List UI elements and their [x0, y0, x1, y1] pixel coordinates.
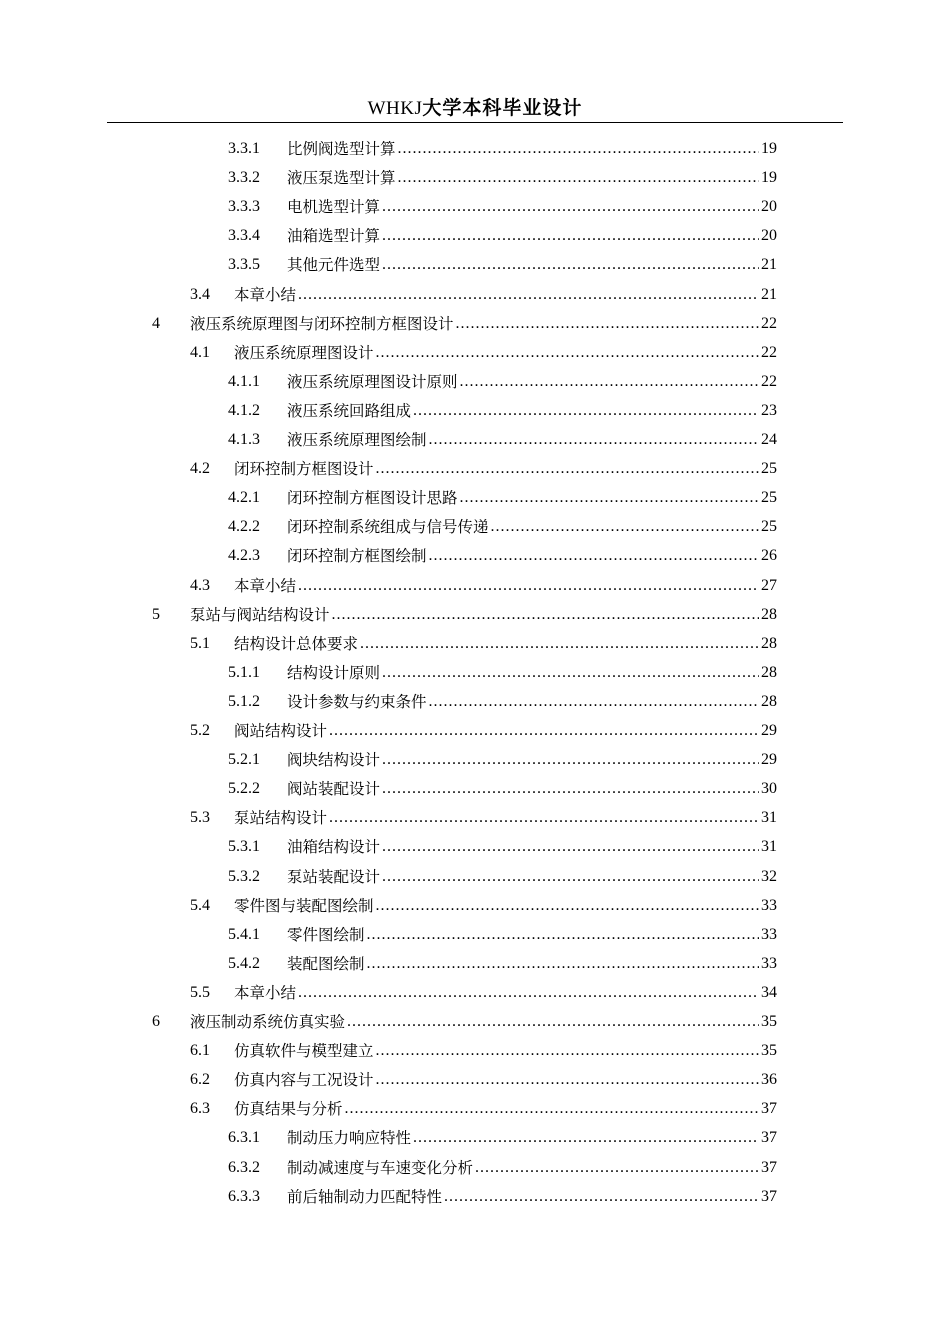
toc-entry-title: 制动压力响应特性: [287, 1129, 412, 1148]
header-title: 大学本科毕业设计: [422, 97, 583, 119]
toc-entry[interactable]: [152, 306, 777, 335]
toc-entry-page: 28: [761, 692, 777, 710]
toc-leader-dots: [456, 313, 759, 335]
toc-entry-title: 设计参数与约束条件: [287, 692, 427, 711]
toc-entry-page: 20: [761, 227, 777, 245]
toc-entry-title: 本章小结: [234, 285, 297, 304]
toc-entry-title: 阀站装配设计: [287, 780, 381, 799]
toc-entry-number: 3.4: [190, 285, 210, 303]
toc-leader-dots: [413, 1127, 759, 1149]
toc-entry[interactable]: [190, 1062, 777, 1091]
toc-entry[interactable]: [190, 277, 777, 306]
toc-entry[interactable]: [190, 888, 777, 917]
toc-leader-dots: [475, 1157, 759, 1179]
toc-entry-title: 液压系统原理图设计原则: [287, 372, 458, 391]
toc-entry-number: 4: [152, 314, 160, 332]
toc-entry-number: 3.3.4: [228, 227, 260, 245]
toc-entry[interactable]: [228, 1179, 777, 1208]
toc-entry-title: 闭环控制系统组成与信号传递: [287, 518, 489, 537]
toc-entry-title: 油箱结构设计: [287, 838, 381, 857]
toc-leader-dots: [376, 458, 759, 480]
toc-entry-page: 37: [761, 1129, 777, 1147]
toc-entry-page: 21: [761, 256, 777, 274]
toc-leader-dots: [367, 924, 759, 946]
toc-entry-number: 5.1.2: [228, 692, 260, 710]
toc-leader-dots: [382, 254, 759, 276]
toc-entry-number: 6.3.1: [228, 1129, 260, 1147]
toc-entry-number: 5.3.2: [228, 867, 260, 885]
toc-entry-title: 仿真内容与工况设计: [234, 1071, 374, 1090]
toc-entry-page: 29: [761, 751, 777, 769]
header-rule: [107, 122, 843, 123]
toc-entry-number: 4.2.1: [228, 489, 260, 507]
toc-entry[interactable]: [190, 800, 777, 829]
toc-entry-page: 36: [761, 1071, 777, 1089]
toc-entry-number: 6.3.2: [228, 1158, 260, 1176]
toc-leader-dots: [429, 545, 759, 567]
toc-entry-title: 前后轴制动力匹配特性: [287, 1187, 443, 1206]
toc-entry-page: 32: [761, 867, 777, 885]
toc-entry-page: 25: [761, 518, 777, 536]
toc-entry-number: 4.1.3: [228, 431, 260, 448]
toc-leader-dots: [398, 167, 759, 189]
toc-entry-title: 闭环控制方框图设计: [234, 460, 374, 479]
toc-entry-page: 19: [761, 140, 777, 157]
toc-leader-dots: [298, 982, 759, 1004]
toc-entry[interactable]: [228, 1150, 777, 1179]
toc-entry-number: 5.3: [190, 809, 210, 827]
toc-leader-dots: [298, 284, 759, 306]
toc-entry-title: 泵站结构设计: [234, 809, 328, 828]
toc-leader-dots: [429, 691, 759, 713]
toc-entry-title: 仿真结果与分析: [234, 1100, 343, 1119]
toc-entry[interactable]: [190, 975, 777, 1004]
toc-leader-dots: [329, 807, 759, 829]
toc-leader-dots: [429, 429, 759, 451]
toc-leader-dots: [376, 895, 759, 917]
toc-entry[interactable]: [228, 131, 777, 160]
toc-entry[interactable]: [228, 655, 777, 684]
toc-entry[interactable]: [228, 393, 777, 422]
toc-entry[interactable]: [228, 917, 777, 946]
toc-entry-page: 25: [761, 460, 777, 478]
toc-leader-dots: [347, 1011, 759, 1033]
toc-entry-title: 结构设计总体要求: [234, 634, 359, 653]
header-school-code: WHKJ: [367, 98, 423, 119]
toc-leader-dots: [376, 1069, 759, 1091]
toc-entry-page: 19: [761, 169, 777, 187]
toc-entry-title: 泵站与阀站结构设计: [190, 605, 330, 624]
toc-leader-dots: [382, 225, 759, 247]
toc-entry-page: 35: [761, 1013, 777, 1030]
toc-entry[interactable]: [228, 859, 777, 888]
toc-entry[interactable]: [190, 451, 777, 480]
toc-entry-title: 液压系统原理图设计: [234, 343, 374, 362]
toc-entry-title: 比例阀选型计算: [287, 140, 396, 158]
toc-entry[interactable]: [228, 742, 777, 771]
toc-entry-number: 6.1: [190, 1042, 210, 1060]
toc-entry[interactable]: [228, 829, 777, 858]
toc-entry-number: 4.1: [190, 343, 210, 361]
toc-entry-number: 4.2: [190, 460, 210, 478]
toc-entry-number: 4.1.2: [228, 401, 260, 419]
toc-leader-dots: [345, 1098, 759, 1120]
toc-entry-number: 4.3: [190, 576, 210, 594]
toc-entry-page: 25: [761, 489, 777, 507]
toc-entry[interactable]: [228, 509, 777, 538]
toc-entry[interactable]: [190, 1091, 777, 1120]
toc-entry-title: 闭环控制方框图绘制: [287, 547, 427, 566]
toc-entry[interactable]: [190, 568, 777, 597]
toc-entry-number: 6.2: [190, 1071, 210, 1089]
toc-entry-page: 27: [761, 576, 777, 594]
toc-entry-title: 油箱选型计算: [287, 227, 381, 246]
toc-entry-page: 31: [761, 809, 777, 827]
toc-entry-number: 5.4: [190, 896, 210, 914]
toc-leader-dots: [298, 575, 759, 597]
toc-entry[interactable]: [228, 771, 777, 800]
toc-entry-page: 28: [761, 605, 777, 623]
toc-entry-page: 31: [761, 838, 777, 856]
toc-entry-page: 24: [761, 431, 777, 448]
toc-leader-dots: [382, 196, 759, 218]
toc-entry-number: 5.5: [190, 983, 210, 1001]
toc-entry-number: 3.3.1: [228, 140, 260, 157]
toc-entry-number: 5: [152, 605, 160, 623]
toc-leader-dots: [332, 604, 759, 626]
toc-entry-page: 28: [761, 634, 777, 652]
toc-leader-dots: [460, 371, 759, 393]
toc-leader-dots: [398, 138, 759, 160]
toc-entry[interactable]: [190, 1033, 777, 1062]
toc-entry[interactable]: [228, 946, 777, 975]
toc-entry-title: 零件图与装配图绘制: [234, 896, 374, 915]
toc-entry-number: 6.3: [190, 1100, 210, 1118]
toc-leader-dots: [360, 633, 759, 655]
toc-entry[interactable]: [228, 218, 777, 247]
toc-entry-title: 制动减速度与车速变化分析: [287, 1158, 474, 1177]
toc-entry-title: 液压泵选型计算: [287, 169, 396, 188]
toc-entry-title: 结构设计原则: [287, 663, 381, 682]
toc-entry-number: 5.2.2: [228, 780, 260, 798]
toc-entry[interactable]: [190, 713, 777, 742]
toc-leader-dots: [376, 342, 759, 364]
toc-entry[interactable]: [228, 160, 777, 189]
toc-entry-number: 3.3.5: [228, 256, 260, 274]
toc-entry-title: 闭环控制方框图设计思路: [287, 489, 458, 508]
toc-entry-title: 泵站装配设计: [287, 867, 381, 886]
toc-entry[interactable]: [152, 1004, 777, 1033]
toc-leader-dots: [376, 1040, 759, 1062]
toc-entry-page: 33: [761, 896, 777, 914]
toc-entry[interactable]: [228, 247, 777, 276]
toc-entry-title: 装配图绘制: [287, 954, 365, 973]
toc-entry-page: 33: [761, 925, 777, 943]
toc-leader-dots: [382, 662, 759, 684]
toc-entry-number: 3.3.2: [228, 169, 260, 187]
toc-entry-number: 6: [152, 1013, 160, 1030]
toc-entry-number: 3.3.3: [228, 198, 260, 216]
toc-entry-title: 电机选型计算: [287, 198, 381, 217]
toc-leader-dots: [329, 720, 759, 742]
toc-entry-page: 29: [761, 722, 777, 739]
toc-leader-dots: [382, 866, 759, 888]
toc-entry-number: 4.2.2: [228, 518, 260, 536]
toc-entry-title: 零件图绘制: [287, 925, 365, 944]
toc-entry[interactable]: [228, 1120, 777, 1149]
toc-entry-page: 28: [761, 663, 777, 681]
toc-entry-page: 26: [761, 547, 777, 565]
toc-entry-page: 37: [761, 1187, 777, 1205]
toc-entry-page: 22: [761, 372, 777, 390]
toc-entry-title: 阀块结构设计: [287, 751, 381, 770]
toc-leader-dots: [444, 1186, 759, 1208]
toc-entry[interactable]: [228, 189, 777, 218]
toc-entry[interactable]: [228, 480, 777, 509]
toc-entry-page: 30: [761, 780, 777, 798]
toc-leader-dots: [382, 778, 759, 800]
toc-entry-page: 21: [761, 285, 777, 303]
toc-entry-page: 34: [761, 983, 777, 1001]
toc-entry-page: 22: [761, 343, 777, 361]
toc-entry-title: 本章小结: [234, 576, 297, 595]
toc-entry-page: 20: [761, 198, 777, 216]
toc-leader-dots: [460, 487, 759, 509]
toc-entry-number: 4.1.1: [228, 372, 260, 390]
toc-leader-dots: [367, 953, 759, 975]
toc-entry-title: 仿真软件与模型建立: [234, 1042, 374, 1061]
toc-entry-title: 其他元件选型: [287, 256, 381, 275]
toc-entry-number: 6.3.3: [228, 1187, 260, 1205]
toc-entry[interactable]: [228, 364, 777, 393]
toc-entry-number: 4.2.3: [228, 547, 260, 565]
toc-entry-page: 37: [761, 1100, 777, 1118]
toc-entry-number: 5.1.1: [228, 663, 260, 681]
toc-entry-title: 液压系统原理图绘制: [287, 431, 427, 449]
toc-leader-dots: [382, 836, 759, 858]
toc-entry-page: 23: [761, 401, 777, 419]
toc-entry-number: 5.2: [190, 722, 210, 739]
toc-leader-dots: [413, 400, 759, 422]
toc-entry-page: 22: [761, 314, 777, 332]
toc-entry[interactable]: [228, 422, 777, 451]
toc-leader-dots: [382, 749, 759, 771]
page-header: [107, 95, 843, 121]
toc-leader-dots: [491, 516, 759, 538]
toc-entry-title: 阀站结构设计: [234, 722, 328, 740]
toc-entry[interactable]: [228, 684, 777, 713]
toc-entry-title: 本章小结: [234, 983, 297, 1002]
toc-entry[interactable]: [228, 538, 777, 567]
toc-entry-page: 33: [761, 954, 777, 972]
toc-entry[interactable]: [152, 597, 777, 626]
toc-entry-number: 5.3.1: [228, 838, 260, 856]
toc-entry[interactable]: [190, 626, 777, 655]
toc-entry-title: 液压系统回路组成: [287, 401, 412, 420]
toc-entry-number: 5.4.1: [228, 925, 260, 943]
toc-entry-number: 5.2.1: [228, 751, 260, 769]
toc-entry-title: 液压制动系统仿真实验: [190, 1013, 346, 1031]
toc-entry-title: 液压系统原理图与闭环控制方框图设计: [190, 314, 454, 333]
toc-entry-number: 5.1: [190, 634, 210, 652]
toc-entry-page: 35: [761, 1042, 777, 1060]
toc-entry-page: 37: [761, 1158, 777, 1176]
toc-entry-number: 5.4.2: [228, 954, 260, 972]
toc-entry[interactable]: [190, 335, 777, 364]
